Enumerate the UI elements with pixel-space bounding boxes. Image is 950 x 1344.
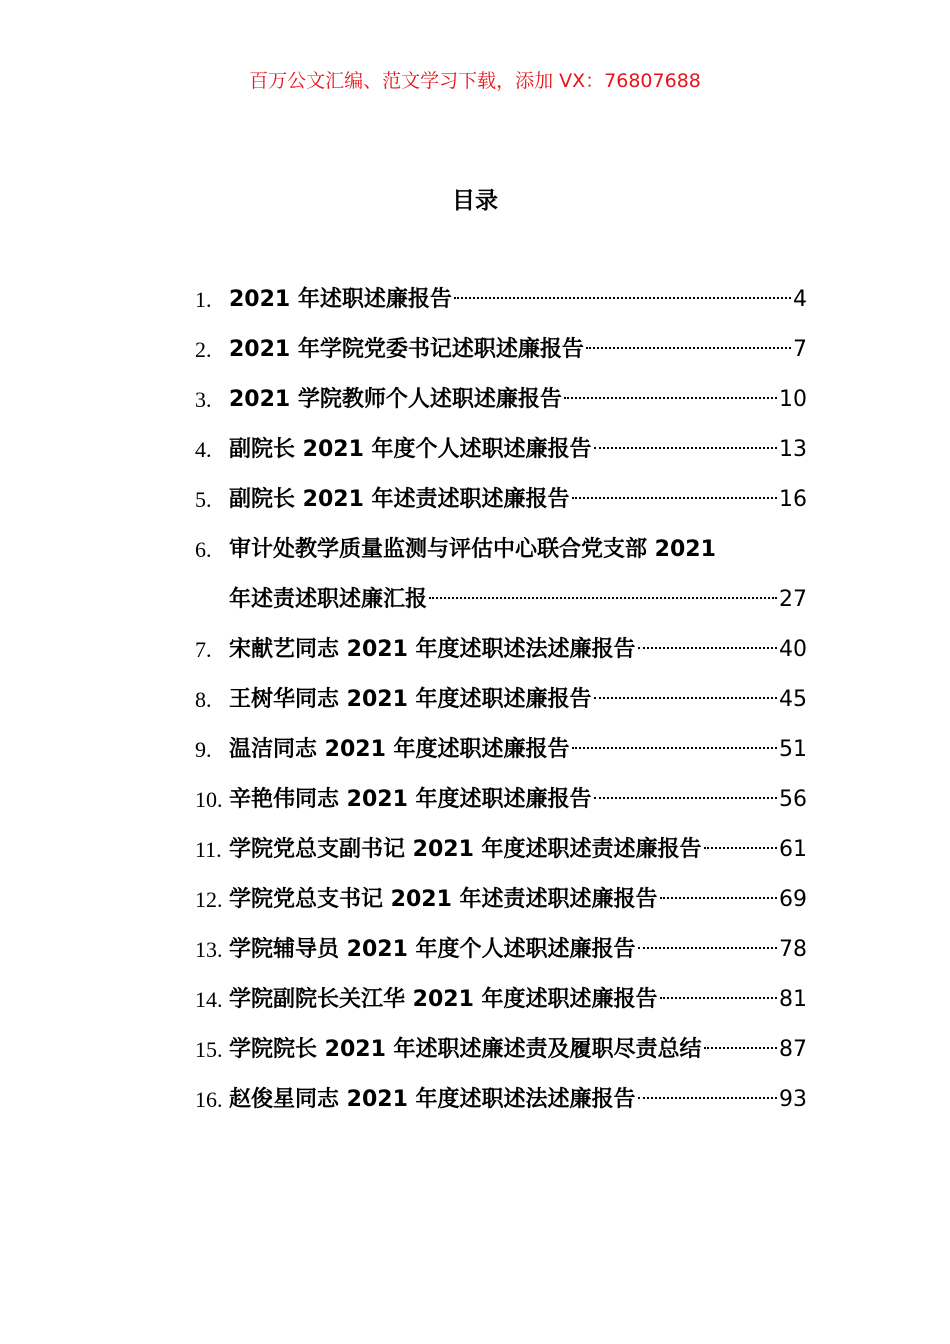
toc-entry[interactable] [195, 725, 807, 775]
toc-dot-leader [586, 346, 791, 349]
toc-entry-number: 7. [195, 637, 212, 662]
toc-entry-number: 12. [195, 887, 223, 912]
toc-entry-number: 8. [195, 687, 212, 712]
page-title: 目录 [452, 188, 498, 214]
toc-entry-number: 9. [195, 737, 212, 762]
toc-entry-body [229, 975, 807, 1025]
toc-entry-line [229, 825, 807, 875]
toc-entry[interactable] [195, 425, 807, 475]
toc-entry-title[interactable]: 学院辅导员 2021 年度个人述职述廉报告 [229, 937, 636, 962]
toc-page-number[interactable]: 16 [779, 487, 807, 512]
toc-entry[interactable] [195, 1075, 807, 1125]
toc-page-number[interactable]: 81 [779, 987, 807, 1012]
toc-page-number[interactable]: 56 [779, 787, 807, 812]
toc-entry-number: 5. [195, 487, 212, 512]
toc-dot-leader [660, 896, 777, 899]
toc-entry-number: 1. [195, 287, 212, 312]
toc-page-number[interactable]: 27 [779, 587, 807, 612]
toc-entry-title[interactable]: 赵俊星同志 2021 年度述职述法述廉报告 [229, 1087, 636, 1112]
toc-entry-title[interactable]: 温洁同志 2021 年度述职述廉报告 [229, 737, 570, 762]
toc-entry-title[interactable]: 王树华同志 2021 年度述职述廉报告 [229, 687, 592, 712]
toc-entry[interactable] [195, 275, 807, 325]
toc-page-number[interactable]: 93 [779, 1087, 807, 1112]
toc-entry-body [229, 725, 807, 775]
toc-entry-body [229, 375, 807, 425]
toc-entry-title[interactable]: 辛艳伟同志 2021 年度述职述廉报告 [229, 787, 592, 812]
toc-dot-leader [638, 946, 777, 949]
toc-page-number[interactable]: 78 [779, 937, 807, 962]
toc-page-number[interactable]: 40 [779, 637, 807, 662]
toc-dot-leader [454, 296, 791, 299]
toc-entry-title[interactable]: 2021 学院教师个人述职述廉报告 [229, 387, 562, 412]
toc-entry-title[interactable]: 副院长 2021 年述责述职述廉报告 [229, 487, 570, 512]
toc-dot-leader [594, 696, 777, 699]
toc-entry-number: 11. [195, 837, 222, 862]
toc-entry[interactable] [195, 825, 807, 875]
toc-dot-leader [704, 1046, 777, 1049]
toc-dot-leader [594, 796, 777, 799]
toc-entry[interactable] [195, 875, 807, 925]
toc-page-number[interactable]: 61 [779, 837, 807, 862]
toc-entry-line [229, 775, 807, 825]
toc-entry-title[interactable]: 年述责述职述廉汇报 [229, 587, 428, 612]
toc-entry-body [229, 1075, 807, 1125]
toc-entry-line [229, 975, 807, 1025]
toc-entry-title[interactable]: 审计处教学质量监测与评估中心联合党支部 2021 [229, 537, 716, 562]
toc-entry[interactable] [195, 975, 807, 1025]
toc-entry-line [229, 1075, 807, 1125]
toc-dot-leader [660, 996, 777, 999]
toc-page-number[interactable]: 51 [779, 737, 807, 762]
toc-entry-line [229, 325, 807, 375]
toc-entry[interactable] [195, 375, 807, 425]
toc-entry-body [229, 675, 807, 725]
toc-entry-number: 3. [195, 387, 212, 412]
toc-entry[interactable] [195, 775, 807, 825]
toc-entry-line [229, 725, 807, 775]
toc-page-number[interactable]: 69 [779, 887, 807, 912]
toc-entry-title[interactable]: 学院党总支副书记 2021 年度述职述责述廉报告 [229, 837, 702, 862]
toc-entry-line [229, 625, 807, 675]
toc-entry-number: 4. [195, 437, 212, 462]
toc-dot-leader [572, 746, 777, 749]
table-of-contents [195, 275, 807, 1125]
toc-entry-title[interactable]: 学院党总支书记 2021 年述责述职述廉报告 [229, 887, 658, 912]
toc-entry-number: 6. [195, 537, 212, 562]
toc-page-number[interactable]: 87 [779, 1037, 807, 1062]
toc-page-number[interactable]: 45 [779, 687, 807, 712]
toc-entry[interactable] [195, 1025, 807, 1075]
toc-entry-number: 15. [195, 1037, 223, 1062]
toc-dot-leader [429, 596, 777, 599]
toc-entry-title[interactable]: 学院副院长关江华 2021 年度述职述廉报告 [229, 987, 658, 1012]
toc-page-number[interactable]: 13 [779, 437, 807, 462]
toc-entry-line [229, 675, 807, 725]
toc-entry-body [229, 325, 807, 375]
toc-entry[interactable] [195, 475, 807, 525]
toc-entry-body [229, 825, 807, 875]
toc-entry-title[interactable]: 2021 年述职述廉报告 [229, 287, 452, 312]
toc-entry-number: 14. [195, 987, 223, 1012]
toc-entry-line [229, 375, 807, 425]
toc-entry-body [229, 275, 807, 325]
toc-entry-number: 16. [195, 1087, 223, 1112]
toc-dot-leader [638, 646, 777, 649]
toc-entry-line [229, 425, 807, 475]
toc-entry[interactable] [195, 325, 807, 375]
toc-entry-body [229, 1025, 807, 1075]
toc-entry-body [229, 525, 807, 625]
toc-page-number[interactable]: 4 [793, 287, 807, 312]
toc-entry-line [229, 875, 807, 925]
toc-entry-line [229, 525, 807, 575]
toc-entry-line [229, 1025, 807, 1075]
toc-entry[interactable] [195, 675, 807, 725]
toc-entry-body [229, 425, 807, 475]
toc-entry-body [229, 875, 807, 925]
toc-entry-title[interactable]: 宋献艺同志 2021 年度述职述法述廉报告 [229, 637, 636, 662]
toc-entry-body [229, 925, 807, 975]
toc-entry-body [229, 775, 807, 825]
toc-entry-number: 10. [195, 787, 223, 812]
header-watermark-text: 百万公文汇编、范文学习下载，添加 VX：76807688 [249, 70, 701, 92]
toc-entry[interactable] [195, 525, 807, 625]
toc-entry-line [229, 275, 807, 325]
toc-page-number[interactable]: 10 [779, 387, 807, 412]
toc-entry-body [229, 625, 807, 675]
toc-entry[interactable] [195, 625, 807, 675]
toc-entry-title[interactable]: 2021 年学院党委书记述职述廉报告 [229, 337, 584, 362]
toc-entry-number: 13. [195, 937, 223, 962]
toc-entry-number: 2. [195, 337, 212, 362]
toc-dot-leader [572, 496, 777, 499]
toc-page-number[interactable]: 7 [793, 337, 807, 362]
toc-dot-leader [594, 446, 777, 449]
toc-entry-line [229, 925, 807, 975]
toc-entry-line [229, 475, 807, 525]
toc-entry-title[interactable]: 学院院长 2021 年述职述廉述责及履职尽责总结 [229, 1037, 702, 1062]
toc-dot-leader [704, 846, 777, 849]
toc-entry-line [229, 575, 807, 625]
toc-dot-leader [564, 396, 777, 399]
toc-entry[interactable] [195, 925, 807, 975]
toc-entry-body [229, 475, 807, 525]
toc-entry-title[interactable]: 副院长 2021 年度个人述职述廉报告 [229, 437, 592, 462]
toc-dot-leader [638, 1096, 777, 1099]
